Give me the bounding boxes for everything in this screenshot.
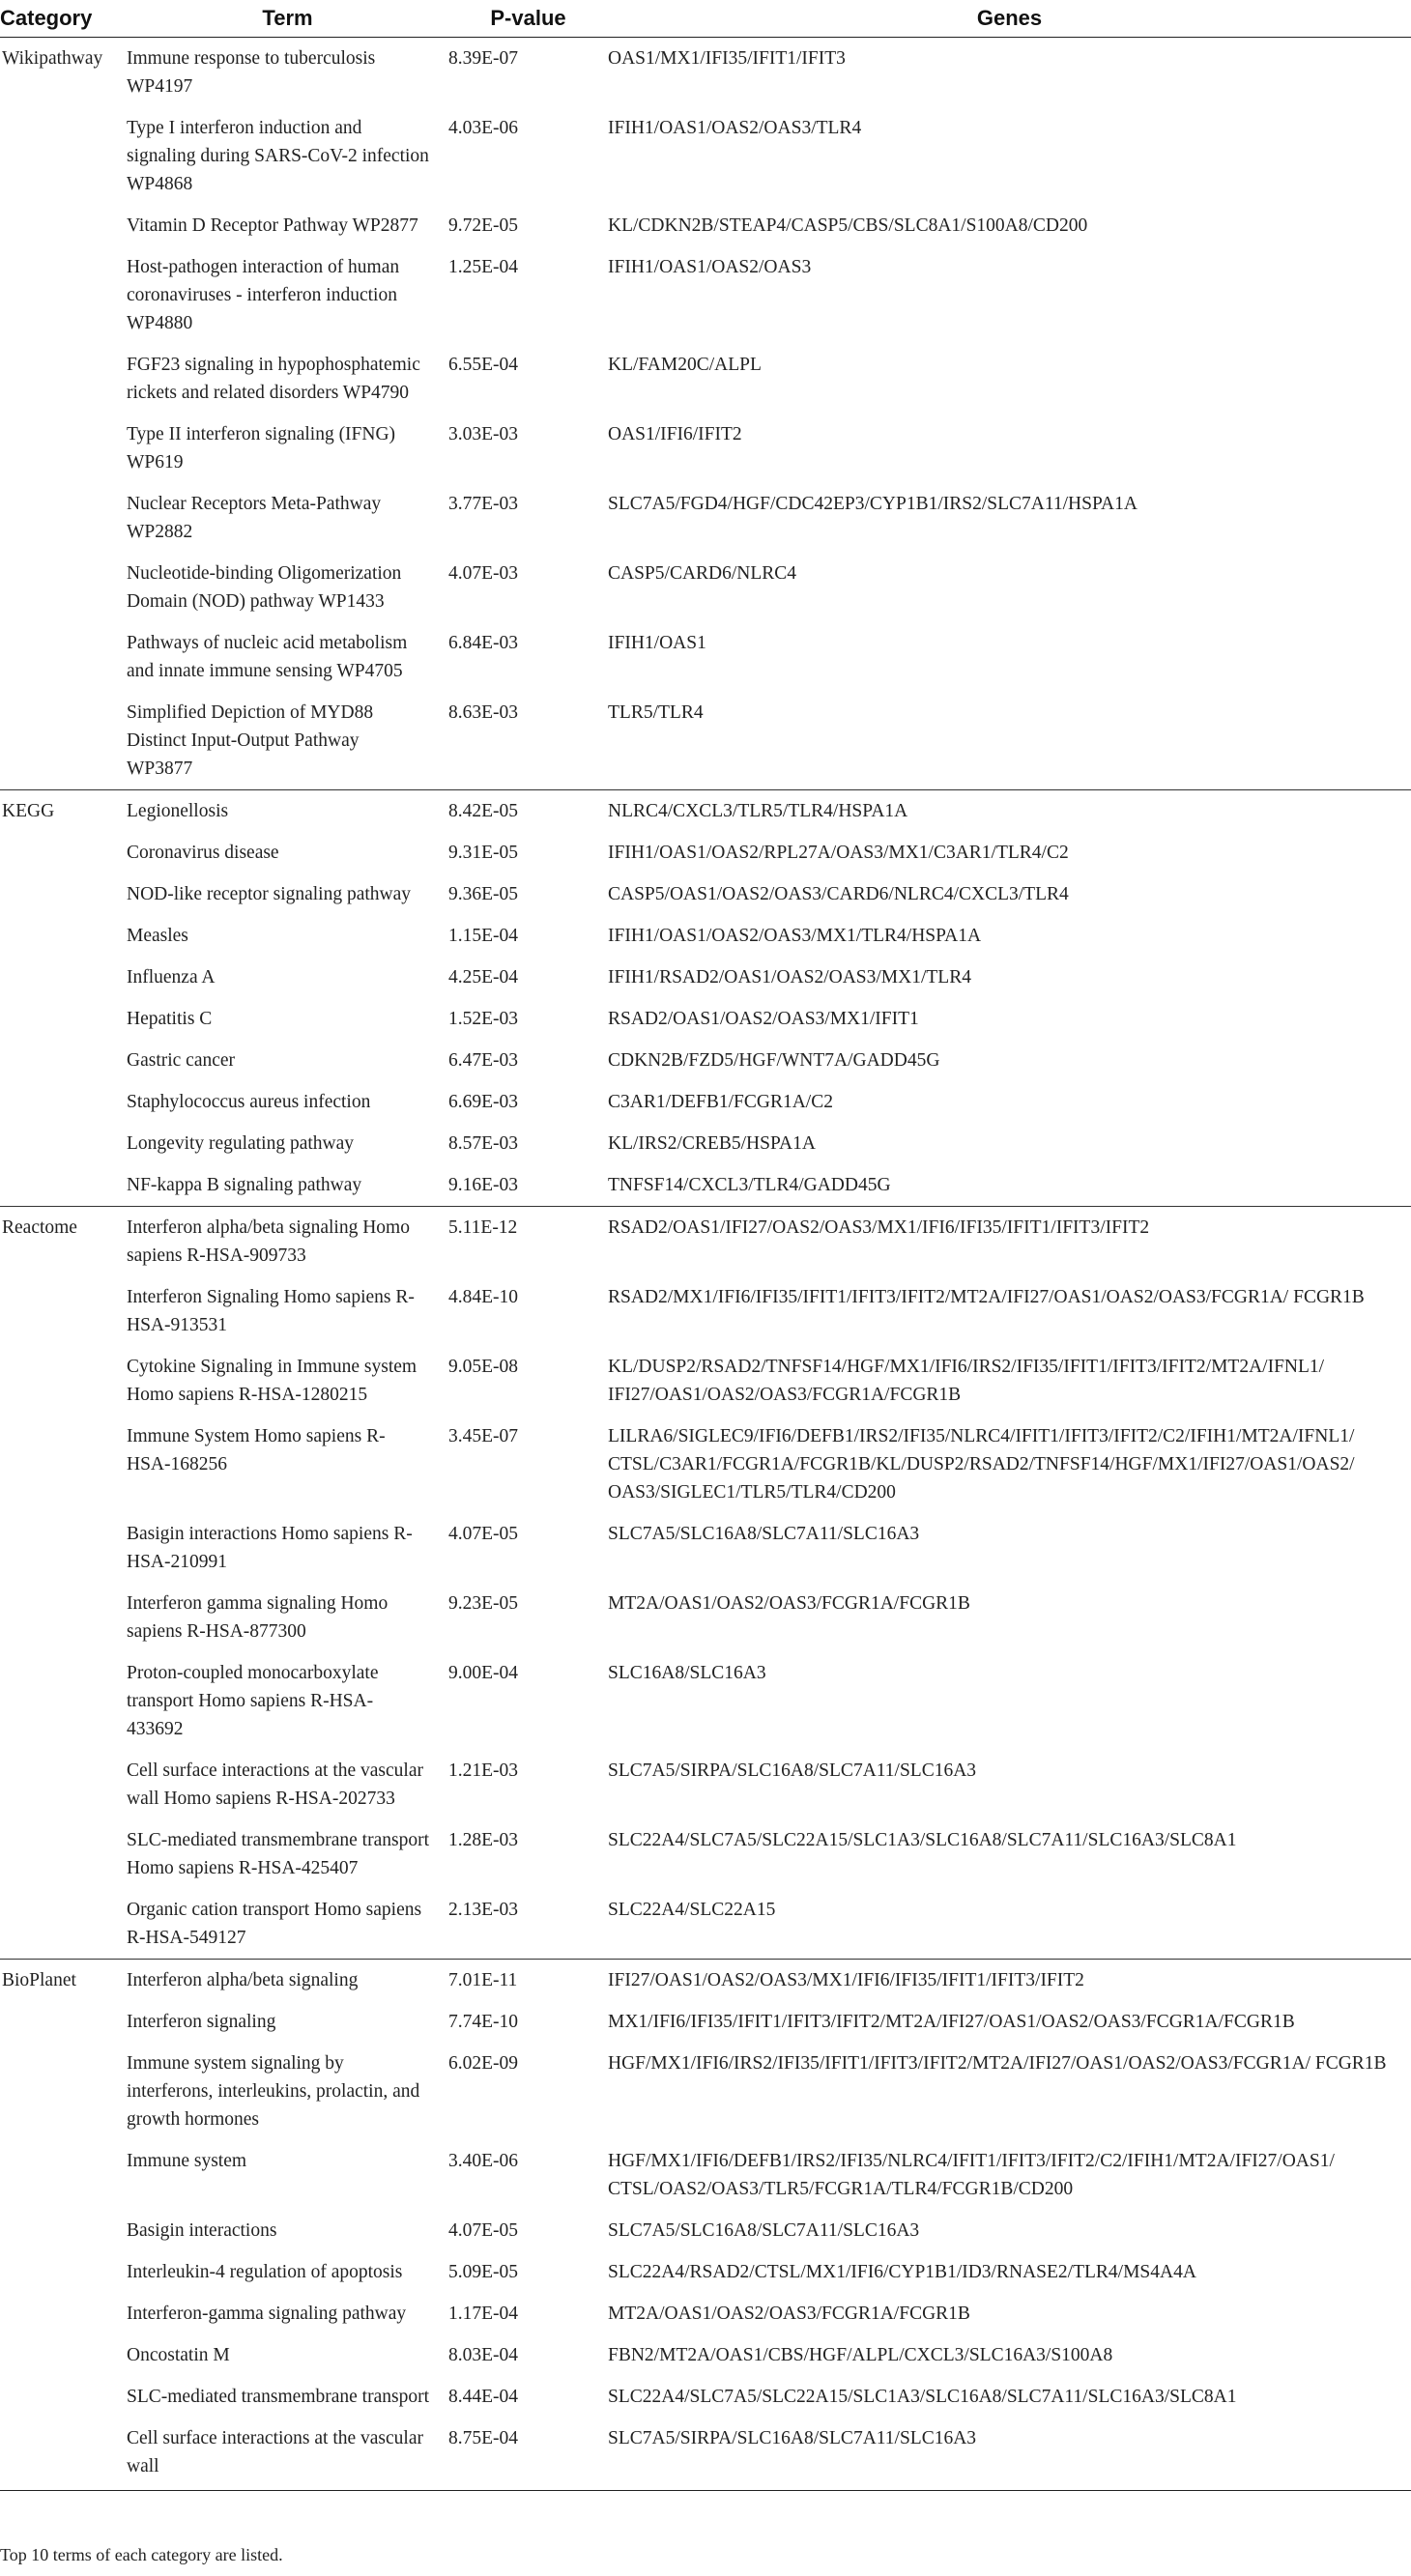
table-row [0,1276,1411,1346]
genes-cell: OAS1/IFI6/IFIT2 [608,424,742,444]
p-value-cell: 3.40E-06 [448,2151,519,2171]
p-value-cell: 9.23E-05 [448,1593,519,1614]
p-value-cell: 3.03E-03 [448,424,519,444]
p-value-cell: 6.47E-03 [448,1050,519,1071]
term-cell: Cell surface interactions at the vascular wall Homo sapiens R-HSA-202733 [127,1760,423,1809]
category-cell [0,915,127,957]
term-cell: Interferon gamma signaling Homo sapiens R-HSA-877300 [127,1593,389,1642]
p-value-cell: 3.77E-03 [448,494,519,514]
table-row [0,553,1411,622]
term-cell: Legionellosis [127,790,448,833]
category-cell [0,998,127,1040]
category-cell [0,2376,127,2418]
category-cell: BioPlanet [0,1960,127,2002]
genes-cell: C3AR1/DEFB1/FCGR1A/C2 [608,1092,833,1112]
term-cell: Staphylococcus aureus infection [127,1092,371,1112]
term-cell: NOD-like receptor signaling pathway [127,884,412,904]
table-row [0,1164,1411,1207]
table-row [0,2043,1411,2140]
genes-cell: IFIH1/OAS1 [608,633,706,653]
p-value-cell: 6.55E-04 [448,355,519,375]
category-cell [0,1819,127,1889]
category-cell: Wikipathway [2,48,103,69]
category-cell [0,1652,127,1750]
p-value-cell: 4.03E-06 [448,118,519,138]
term-cell: Nucleotide-binding Oligomerization Domain (NOD) pathway WP1433 [127,563,402,612]
term-cell: NF-kappa B signaling pathway [127,1175,362,1195]
term-cell: Type II interferon signaling (IFNG) WP619 [127,424,396,472]
table-row [0,205,1411,246]
genes-cell: CASP5/CARD6/NLRC4 [608,563,797,584]
genes-cell: IFIH1/RSAD2/OAS1/OAS2/OAS3/MX1/TLR4 [608,967,971,987]
p-value-cell: 8.57E-03 [448,1133,519,1154]
p-value-cell: 1.17E-04 [448,2304,519,2324]
header-category: Category [0,0,127,38]
category-cell [0,2251,127,2293]
term-cell: Interferon signaling [127,2012,276,2032]
table-row [0,344,1411,414]
table-body [0,38,1411,2491]
genes-cell: IFIH1/OAS1/OAS2/RPL27A/OAS3/MX1/C3AR1/TLR4/C2 [608,843,1069,863]
term-cell: FGF23 signaling in hypophosphatemic rickets and related disorders WP4790 [127,355,420,403]
term-cell: Hepatitis C [127,1009,213,1029]
category-cell [0,1346,127,1416]
p-value-cell: 6.02E-09 [448,2053,519,2074]
p-value-cell: 9.36E-05 [448,884,519,904]
table-row [0,1583,1411,1652]
table-row [0,1652,1411,1750]
term-cell: Vitamin D Receptor Pathway WP2877 [127,215,418,236]
table-row [0,2140,1411,2210]
table-row [0,1819,1411,1889]
genes-cell: TLR5/TLR4 [608,702,704,723]
genes-cell: SLC7A5/FGD4/HGF/CDC42EP3/CYP1B1/IRS2/SLC7A11/HSPA1A [608,494,1137,514]
term-cell: Cytokine Signaling in Immune system Homo sapiens R-HSA-1280215 [127,1357,418,1405]
genes-cell: NLRC4/CXCL3/TLR5/TLR4/HSPA1A [608,790,1411,833]
table-row [0,1416,1411,1513]
table-row [0,1960,1411,2002]
table-row [0,1081,1411,1123]
term-cell: Proton-coupled monocarboxylate transport Homo sapiens R-HSA-433692 [127,1663,379,1739]
table-row [0,790,1411,833]
term-cell: Interferon alpha/beta signaling Homo sapiens R-HSA-909733 [127,1207,448,1277]
genes-cell: OAS1/MX1/IFI35/IFIT1/IFIT3 [608,48,846,69]
category-cell [0,832,127,873]
genes-cell: FBN2/MT2A/OAS1/CBS/HGF/ALPL/CXCL3/SLC16A3/S100A8 [608,2345,1113,2365]
genes-cell: HGF/MX1/IFI6/IRS2/IFI35/IFIT1/IFIT3/IFIT2/MT2A/IFI27/OAS1/OAS2/OAS3/FCGR1A/ FCGR1B [608,2053,1387,2074]
table-row [0,2334,1411,2376]
table-row [0,998,1411,1040]
genes-cell: SLC22A4/SLC22A15 [608,1900,776,1920]
p-value-cell: 3.45E-07 [448,1426,519,1446]
category-cell [0,1164,127,1207]
p-value-cell: 4.07E-05 [448,1524,519,1544]
term-cell: Interferon-gamma signaling pathway [127,2304,407,2324]
genes-cell: CDKN2B/FZD5/HGF/WNT7A/GADD45G [608,1050,940,1071]
term-cell: Simplified Depiction of MYD88 Distinct Input-Output Pathway WP3877 [127,702,374,779]
p-value-cell: 7.74E-10 [448,2012,519,2032]
table-row [0,2001,1411,2043]
category-cell: KEGG [0,790,127,833]
table-header [0,0,1411,38]
term-cell: SLC-mediated transmembrane transport Homo sapiens R-HSA-425407 [127,1830,429,1878]
genes-cell: RSAD2/OAS1/OAS2/OAS3/MX1/IFIT1 [608,1009,919,1029]
category-cell [0,1081,127,1123]
p-value-cell: 8.63E-03 [448,702,519,723]
category-cell [0,2210,127,2251]
table-row [0,483,1411,553]
genes-cell: MT2A/OAS1/OAS2/OAS3/FCGR1A/FCGR1B [608,1593,970,1614]
p-value-cell: 8.03E-04 [448,2345,519,2365]
term-cell: Oncostatin M [127,2345,230,2365]
table-row [0,957,1411,998]
term-cell: Nuclear Receptors Meta-Pathway WP2882 [127,494,382,542]
p-value-cell: 6.69E-03 [448,1092,519,1112]
category-cell [0,483,127,553]
table-row [0,1346,1411,1416]
category-cell: Reactome [0,1207,127,1277]
category-cell [0,2140,127,2210]
category-cell [0,1123,127,1164]
genes-cell: IFIH1/OAS1/OAS2/OAS3 [608,257,812,277]
p-value-cell: 7.01E-11 [448,1960,608,2002]
term-cell: Coronavirus disease [127,843,279,863]
p-value-cell: 1.25E-04 [448,257,519,277]
category-cell [0,1416,127,1513]
term-cell: Immune System Homo sapiens R-HSA-168256 [127,1426,386,1474]
genes-cell: KL/IRS2/CREB5/HSPA1A [608,1133,816,1154]
p-value-cell: 1.52E-03 [448,1009,519,1029]
category-cell [0,1276,127,1346]
genes-cell: KL/CDKN2B/STEAP4/CASP5/CBS/SLC8A1/S100A8/CD200 [608,215,1088,236]
term-cell: Measles [127,926,188,946]
table-footnote: Top 10 terms of each category are listed. [0,2545,283,2564]
p-value-cell: 8.75E-04 [448,2418,608,2491]
category-cell [0,107,127,205]
p-value-cell: 1.21E-03 [448,1760,519,1781]
table-row [0,246,1411,344]
category-cell [0,1750,127,1819]
term-cell: Basigin interactions [127,2220,277,2241]
p-value-cell: 1.15E-04 [448,926,519,946]
p-value-cell: 4.25E-04 [448,967,519,987]
p-value-cell: 9.00E-04 [448,1663,519,1683]
category-cell [0,2418,127,2491]
genes-cell: HGF/MX1/IFI6/DEFB1/IRS2/IFI35/NLRC4/IFIT1/IFIT3/IFIT2/C2/IFIH1/MT2A/IFI27/OAS1/ CTSL/OAS2/OAS3/TLR5/FCGR1A/TLR4/FCGR1B/CD200 [608,2151,1335,2199]
term-cell: Longevity regulating pathway [127,1133,355,1154]
term-cell: Organic cation transport Homo sapiens R-HSA-549127 [127,1900,422,1948]
genes-cell: SLC22A4/SLC7A5/SLC22A15/SLC1A3/SLC16A8/SLC7A11/SLC16A3/SLC8A1 [608,1830,1237,1850]
category-cell [0,692,127,790]
table-row [0,622,1411,692]
category-cell [0,344,127,414]
genes-cell: IFIH1/OAS1/OAS2/OAS3/TLR4 [608,118,862,138]
genes-cell: RSAD2/MX1/IFI6/IFI35/IFIT1/IFIT3/IFIT2/MT2A/IFI27/OAS1/OAS2/OAS3/FCGR1A/ FCGR1B [608,1287,1365,1307]
table-row [0,1889,1411,1960]
genes-cell: KL/FAM20C/ALPL [608,355,762,375]
term-cell: Host-pathogen interaction of human coronaviruses - interferon induction WP4880 [127,257,400,333]
genes-cell: SLC7A5/SIRPA/SLC16A8/SLC7A11/SLC16A3 [608,1760,977,1781]
genes-cell: LILRA6/SIGLEC9/IFI6/DEFB1/IRS2/IFI35/NLRC4/IFIT1/IFIT3/IFIT2/C2/IFIH1/MT2A/IFNL1/ CTSL/C3AR1/FCGR1A/FCGR1B/KL/DUSP2/RSAD2/TNFSF14/HGF/MX1/IFI27/OAS1/OAS2/ OAS3/SIGLEC1/TLR5/TLR4/CD200 [608,1426,1355,1503]
genes-cell: SLC22A4/RSAD2/CTSL/MX1/IFI6/CYP1B1/ID3/RNASE2/TLR4/MS4A4A [608,2262,1196,2282]
genes-cell: RSAD2/OAS1/IFI27/OAS2/OAS3/MX1/IFI6/IFI35/IFIT1/IFIT3/IFIT2 [608,1207,1411,1277]
term-cell: Pathways of nucleic acid metabolism and innate immune sensing WP4705 [127,633,408,681]
table-row [0,2418,1411,2491]
genes-cell: MX1/IFI6/IFI35/IFIT1/IFIT3/IFIT2/MT2A/IFI27/OAS1/OAS2/OAS3/FCGR1A/FCGR1B [608,2012,1295,2032]
table-row [0,692,1411,790]
header-genes: Genes [608,0,1411,38]
p-value-cell: 4.07E-03 [448,563,519,584]
genes-cell: SLC7A5/SLC16A8/SLC7A11/SLC16A3 [608,2220,920,2241]
table-row [0,2210,1411,2251]
term-cell: Influenza A [127,967,216,987]
term-cell: Immune response to tuberculosis WP4197 [127,48,376,97]
p-value-cell: 1.28E-03 [448,1830,519,1850]
category-cell [0,414,127,483]
p-value-cell: 8.39E-07 [448,48,519,69]
table-row [0,38,1411,108]
p-value-cell: 4.07E-05 [448,2220,519,2241]
category-cell [0,2334,127,2376]
genes-cell: SLC22A4/SLC7A5/SLC22A15/SLC1A3/SLC16A8/SLC7A11/SLC16A3/SLC8A1 [608,2387,1237,2407]
category-cell [0,205,127,246]
table-row [0,2251,1411,2293]
table-row [0,832,1411,873]
table-row [0,1513,1411,1583]
category-cell [0,1513,127,1583]
table-row [0,915,1411,957]
table-row [0,2376,1411,2418]
category-cell [0,1040,127,1081]
term-cell: Basigin interactions Homo sapiens R-HSA-210991 [127,1524,413,1572]
p-value-cell: 5.09E-05 [448,2262,519,2282]
genes-cell: IFI27/OAS1/OAS2/OAS3/MX1/IFI6/IFI35/IFIT1/IFIT3/IFIT2 [608,1960,1411,2002]
header-p-value: P-value [448,0,608,38]
p-value-cell: 2.13E-03 [448,1900,519,1920]
genes-cell: CASP5/OAS1/OAS2/OAS3/CARD6/NLRC4/CXCL3/TLR4 [608,884,1069,904]
term-cell: Interferon alpha/beta signaling [127,1960,448,2002]
category-cell [0,553,127,622]
p-value-cell: 6.84E-03 [448,633,519,653]
category-cell [0,873,127,915]
table-row [0,2293,1411,2334]
genes-cell: SLC7A5/SLC16A8/SLC7A11/SLC16A3 [608,1524,920,1544]
header-row [0,0,1411,38]
category-cell [0,2001,127,2043]
term-cell: Interferon Signaling Homo sapiens R-HSA-913531 [127,1287,415,1335]
category-cell [0,957,127,998]
term-cell: Immune system signaling by interferons, interleukins, prolactin, and growth hormones [127,2053,420,2130]
header-term: Term [127,0,448,38]
genes-cell: TNFSF14/CXCL3/TLR4/GADD45G [608,1175,891,1195]
term-cell: SLC-mediated transmembrane transport [127,2387,429,2407]
term-cell: Gastric cancer [127,1050,236,1071]
genes-cell: KL/DUSP2/RSAD2/TNFSF14/HGF/MX1/IFI6/IRS2/IFI35/IFIT1/IFIT3/IFIT2/MT2A/IFNL1/ IFI27/OAS1/OAS2/OAS3/FCGR1A/FCGR1B [608,1357,1325,1405]
genes-cell: IFIH1/OAS1/OAS2/OAS3/MX1/TLR4/HSPA1A [608,926,982,946]
table-row [0,873,1411,915]
table-row [0,1207,1411,1277]
category-cell [0,2043,127,2140]
table-row [0,1750,1411,1819]
p-value-cell: 9.16E-03 [448,1175,519,1195]
term-cell: Type I interferon induction and signaling during SARS-CoV-2 infection WP4868 [127,118,429,194]
category-cell [0,2293,127,2334]
p-value-cell: 9.31E-05 [448,843,519,863]
table-row [0,1040,1411,1081]
p-value-cell: 4.84E-10 [448,1287,519,1307]
p-value-cell: 9.05E-08 [448,1357,519,1377]
genes-cell: MT2A/OAS1/OAS2/OAS3/FCGR1A/FCGR1B [608,2304,970,2324]
table-row [0,107,1411,205]
category-cell [0,246,127,344]
p-value-cell: 9.72E-05 [448,215,519,236]
term-cell: Immune system [127,2151,247,2171]
p-value-cell: 8.42E-05 [448,790,608,833]
term-cell: Cell surface interactions at the vascular wall [127,2418,448,2491]
term-cell: Interleukin-4 regulation of apoptosis [127,2262,403,2282]
category-cell [0,622,127,692]
genes-cell: SLC7A5/SIRPA/SLC16A8/SLC7A11/SLC16A3 [608,2418,1411,2491]
genes-cell: SLC16A8/SLC16A3 [608,1663,766,1683]
table-row [0,1123,1411,1164]
table-row [0,414,1411,483]
p-value-cell: 8.44E-04 [448,2387,519,2407]
category-cell [0,1583,127,1652]
p-value-cell: 5.11E-12 [448,1207,608,1277]
category-cell [0,1889,127,1960]
